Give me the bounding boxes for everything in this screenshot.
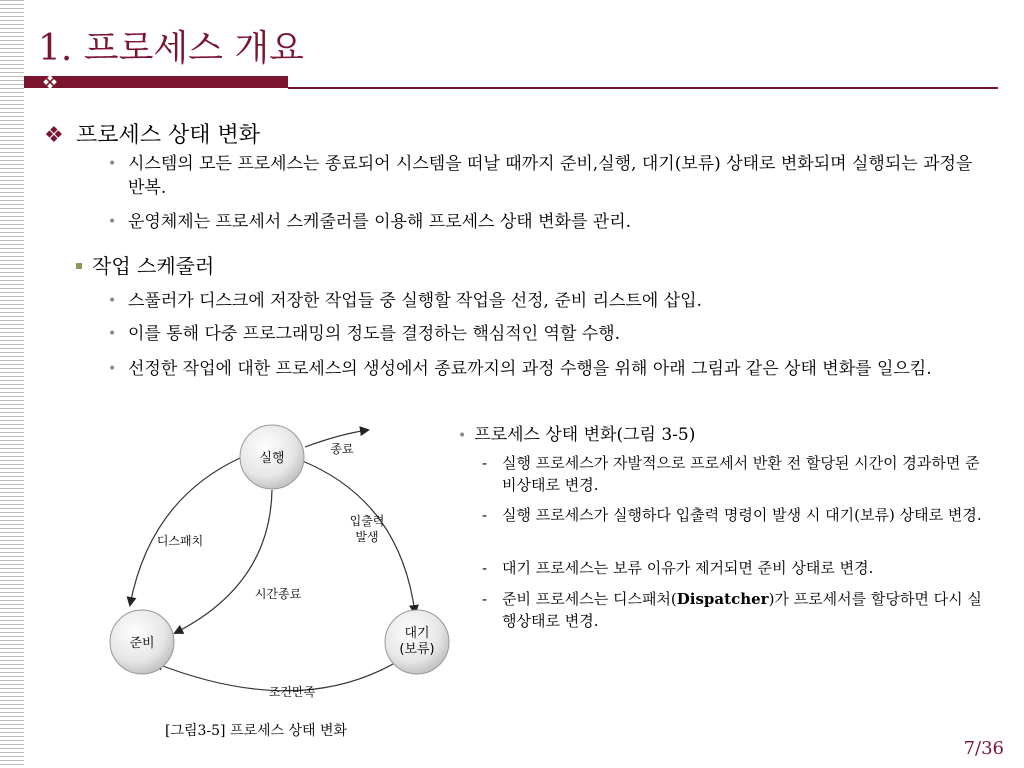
square-bullet-icon — [76, 263, 82, 269]
dash-marker: - — [482, 559, 488, 577]
bullet-dot-icon: • — [458, 428, 467, 444]
bullet-item: • 운영체제는 프로세서 스케줄러를 이용해 프로세스 상태 변화를 관리. — [108, 212, 632, 232]
state-transition-diagram — [100, 420, 460, 720]
subheading: 작업 스케줄러 — [76, 250, 214, 279]
main-heading: ❖ 프로세스 상태 변화 — [44, 123, 261, 148]
slide-title: 1. 프로세스 개요 — [38, 28, 304, 69]
transition-exit-label: 종료 — [330, 442, 354, 456]
arrow-timeout — [175, 490, 272, 633]
right-list-item: - 실행 프로세스가 자발적으로 프로세서 반환 전 할당된 시간이 경과하면 준비상태로 변경. — [482, 454, 980, 494]
bullet-item: • 스풀러가 디스크에 저장한 작업들 중 실행할 작업을 선정, 준비 리스트에 삽입. — [108, 291, 702, 311]
title-underline-line — [288, 87, 998, 89]
state-waiting-label-1: 대기 — [404, 626, 430, 641]
page-number: 7/36 — [963, 738, 1004, 759]
dash-marker: - — [482, 590, 488, 608]
state-ready-label: 준비 — [129, 636, 155, 651]
bullet-item: • 이를 통해 다중 프로그래밍의 정도를 결정하는 핵심적인 역할 수행. — [108, 324, 621, 344]
right-list-item: - 준비 프로세스는 디스패처(Dispatcher)가 프로세서를 할당하면 다시 실행상태로 변경. — [482, 590, 982, 630]
right-list-item: - 실행 프로세스가 실행하다 입출력 명령이 발생 시 대기(보류) 상태로 변경. — [482, 506, 982, 524]
arrow-dispatch — [130, 458, 240, 605]
state-running-label: 실행 — [259, 451, 285, 466]
right-list-item: - 대기 프로세스는 보류 이유가 제거되면 준비 상태로 변경. — [482, 559, 874, 577]
bullet-item: • 선정한 작업에 대한 프로세스의 생성에서 종료까지의 과정 수행을 위해 아래 그림과 같은 상태 변화를 일으킴. — [108, 359, 932, 379]
bullet-dot-icon: • — [108, 326, 117, 342]
diamond-bullet-icon: ❖ — [44, 123, 64, 148]
right-heading: • 프로세스 상태 변화(그림 3-5) — [458, 425, 696, 445]
bullet-dot-icon: • — [108, 156, 117, 172]
diamond-cluster-icon — [44, 76, 56, 88]
title-underline-bar — [24, 76, 288, 88]
transition-condition-label: 조건만족 — [268, 685, 316, 699]
bullet-dot-icon: • — [108, 293, 117, 309]
transition-dispatch-label: 디스패치 — [156, 534, 204, 548]
bullet-dot-icon: • — [108, 361, 117, 377]
dash-marker: - — [482, 506, 488, 524]
state-waiting-label-2: (보류) — [399, 642, 435, 657]
transition-timeout-label: 시간종료 — [254, 587, 302, 601]
transition-io-label-2: 발생 — [355, 530, 379, 544]
bullet-item: • 시스템의 모든 프로세스는 종료되어 시스템을 떠날 때까지 준비,실행, 대기(보류) 상태로 변화되며 실행되는 과정을 반복. — [108, 154, 973, 198]
left-stripe-decoration — [0, 0, 24, 768]
figure-caption: [그림3-5] 프로세스 상태 변화 — [165, 723, 348, 739]
dash-marker: - — [482, 454, 488, 472]
bullet-dot-icon: • — [108, 214, 117, 230]
transition-io-label-1: 입출력 — [349, 514, 385, 528]
